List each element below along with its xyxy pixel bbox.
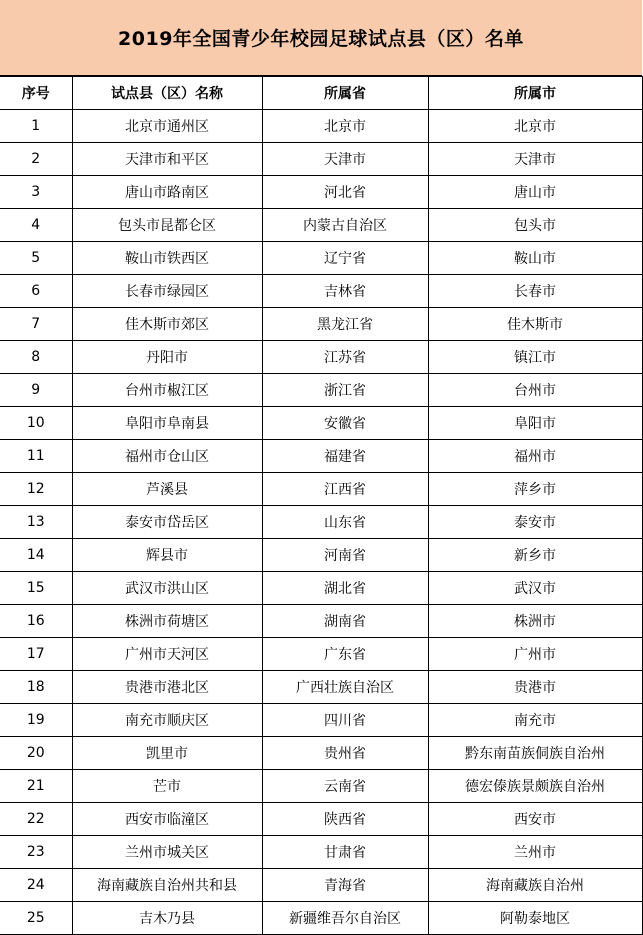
city-cell: 萍乡市	[428, 473, 642, 506]
serial-cell: 5	[0, 242, 72, 275]
city-cell: 长春市	[428, 275, 642, 308]
province-cell: 甘肃省	[262, 836, 428, 869]
city-cell: 西安市	[428, 803, 642, 836]
table-row	[0, 341, 642, 374]
province-cell: 福建省	[262, 440, 428, 473]
province-cell: 河南省	[262, 539, 428, 572]
serial-cell: 10	[0, 407, 72, 440]
table-row	[0, 902, 642, 935]
city-cell: 福州市	[428, 440, 642, 473]
serial-cell: 24	[0, 869, 72, 902]
table-row	[0, 572, 642, 605]
table-row	[0, 374, 642, 407]
table-row	[0, 737, 642, 770]
table-row	[0, 209, 642, 242]
county-name-cell: 辉县市	[72, 539, 262, 572]
province-cell: 辽宁省	[262, 242, 428, 275]
city-cell: 北京市	[428, 110, 642, 143]
city-cell: 南充市	[428, 704, 642, 737]
county-name-cell: 西安市临潼区	[72, 803, 262, 836]
province-cell: 广西壮族自治区	[262, 671, 428, 704]
province-cell: 天津市	[262, 143, 428, 176]
header-city: 所属市	[428, 77, 642, 110]
table-row	[0, 473, 642, 506]
header-county-name: 试点县（区）名称	[72, 77, 262, 110]
serial-cell: 12	[0, 473, 72, 506]
city-cell: 兰州市	[428, 836, 642, 869]
serial-cell: 1	[0, 110, 72, 143]
serial-cell: 23	[0, 836, 72, 869]
county-name-cell: 芒市	[72, 770, 262, 803]
city-cell: 天津市	[428, 143, 642, 176]
serial-cell: 2	[0, 143, 72, 176]
table-body	[0, 110, 642, 935]
city-cell: 德宏傣族景颇族自治州	[428, 770, 642, 803]
table-row	[0, 506, 642, 539]
county-name-cell: 天津市和平区	[72, 143, 262, 176]
serial-cell: 14	[0, 539, 72, 572]
serial-cell: 19	[0, 704, 72, 737]
county-name-cell: 兰州市城关区	[72, 836, 262, 869]
province-cell: 河北省	[262, 176, 428, 209]
province-cell: 陕西省	[262, 803, 428, 836]
table-row	[0, 143, 642, 176]
pilot-county-table	[0, 76, 643, 935]
province-cell: 湖南省	[262, 605, 428, 638]
city-cell: 贵港市	[428, 671, 642, 704]
city-cell: 鞍山市	[428, 242, 642, 275]
table-row	[0, 605, 642, 638]
serial-cell: 20	[0, 737, 72, 770]
province-cell: 四川省	[262, 704, 428, 737]
province-cell: 浙江省	[262, 374, 428, 407]
table-row	[0, 539, 642, 572]
county-name-cell: 芦溪县	[72, 473, 262, 506]
table-row	[0, 770, 642, 803]
province-cell: 湖北省	[262, 572, 428, 605]
serial-cell: 3	[0, 176, 72, 209]
county-name-cell: 北京市通州区	[72, 110, 262, 143]
serial-cell: 15	[0, 572, 72, 605]
city-cell: 武汉市	[428, 572, 642, 605]
county-name-cell: 吉木乃县	[72, 902, 262, 935]
serial-cell: 16	[0, 605, 72, 638]
table-row	[0, 638, 642, 671]
city-cell: 广州市	[428, 638, 642, 671]
table-row	[0, 176, 642, 209]
header-serial: 序号	[0, 77, 72, 110]
county-name-cell: 贵港市港北区	[72, 671, 262, 704]
city-cell: 唐山市	[428, 176, 642, 209]
table-row	[0, 275, 642, 308]
serial-cell: 11	[0, 440, 72, 473]
table-row	[0, 803, 642, 836]
serial-cell: 13	[0, 506, 72, 539]
table-row	[0, 671, 642, 704]
county-name-cell: 佳木斯市郊区	[72, 308, 262, 341]
county-name-cell: 长春市绿园区	[72, 275, 262, 308]
province-cell: 广东省	[262, 638, 428, 671]
county-name-cell: 唐山市路南区	[72, 176, 262, 209]
county-name-cell: 丹阳市	[72, 341, 262, 374]
province-cell: 青海省	[262, 869, 428, 902]
county-name-cell: 武汉市洪山区	[72, 572, 262, 605]
county-name-cell: 泰安市岱岳区	[72, 506, 262, 539]
city-cell: 镇江市	[428, 341, 642, 374]
table-row	[0, 110, 642, 143]
province-cell: 吉林省	[262, 275, 428, 308]
table-row	[0, 704, 642, 737]
county-name-cell: 包头市昆都仑区	[72, 209, 262, 242]
county-name-cell: 南充市顺庆区	[72, 704, 262, 737]
header-row	[0, 77, 642, 110]
province-cell: 安徽省	[262, 407, 428, 440]
table-title: 2019年全国青少年校园足球试点县（区）名单	[0, 0, 642, 76]
table-row	[0, 836, 642, 869]
province-cell: 内蒙古自治区	[262, 209, 428, 242]
city-cell: 株洲市	[428, 605, 642, 638]
serial-cell: 8	[0, 341, 72, 374]
serial-cell: 17	[0, 638, 72, 671]
county-name-cell: 阜阳市阜南县	[72, 407, 262, 440]
province-cell: 北京市	[262, 110, 428, 143]
serial-cell: 22	[0, 803, 72, 836]
city-cell: 新乡市	[428, 539, 642, 572]
city-cell: 黔东南苗族侗族自治州	[428, 737, 642, 770]
city-cell: 包头市	[428, 209, 642, 242]
province-cell: 贵州省	[262, 737, 428, 770]
province-cell: 云南省	[262, 770, 428, 803]
province-cell: 山东省	[262, 506, 428, 539]
table-row	[0, 440, 642, 473]
header-province: 所属省	[262, 77, 428, 110]
serial-cell: 7	[0, 308, 72, 341]
county-name-cell: 鞍山市铁西区	[72, 242, 262, 275]
serial-cell: 4	[0, 209, 72, 242]
city-cell: 阜阳市	[428, 407, 642, 440]
province-cell: 江苏省	[262, 341, 428, 374]
table-row	[0, 407, 642, 440]
province-cell: 江西省	[262, 473, 428, 506]
serial-cell: 6	[0, 275, 72, 308]
serial-cell: 21	[0, 770, 72, 803]
city-cell: 台州市	[428, 374, 642, 407]
county-name-cell: 广州市天河区	[72, 638, 262, 671]
table-row	[0, 308, 642, 341]
serial-cell: 25	[0, 902, 72, 935]
county-name-cell: 株洲市荷塘区	[72, 605, 262, 638]
table-row	[0, 242, 642, 275]
serial-cell: 9	[0, 374, 72, 407]
city-cell: 海南藏族自治州	[428, 869, 642, 902]
county-name-cell: 凯里市	[72, 737, 262, 770]
city-cell: 佳木斯市	[428, 308, 642, 341]
city-cell: 阿勒泰地区	[428, 902, 642, 935]
province-cell: 新疆维吾尔自治区	[262, 902, 428, 935]
county-name-cell: 台州市椒江区	[72, 374, 262, 407]
serial-cell: 18	[0, 671, 72, 704]
table-row	[0, 869, 642, 902]
province-cell: 黑龙江省	[262, 308, 428, 341]
county-name-cell: 海南藏族自治州共和县	[72, 869, 262, 902]
county-name-cell: 福州市仓山区	[72, 440, 262, 473]
city-cell: 泰安市	[428, 506, 642, 539]
